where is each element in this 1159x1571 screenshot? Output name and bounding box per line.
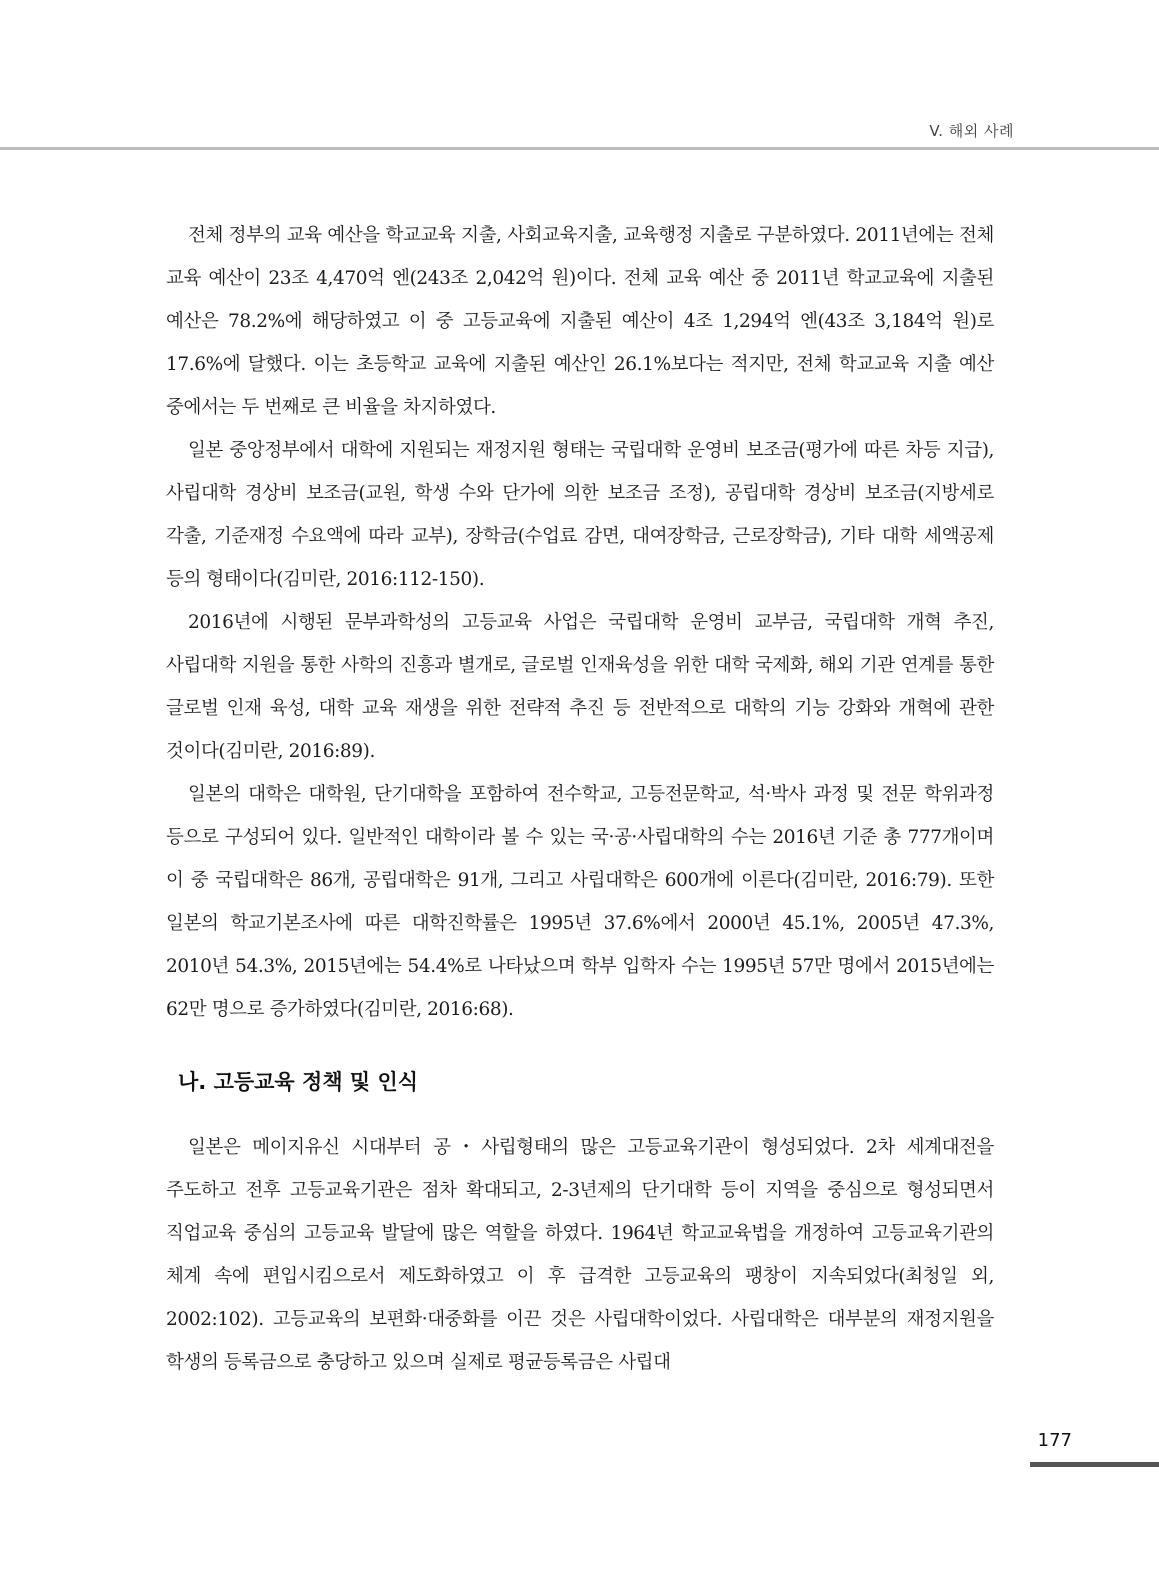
body-text bbox=[166, 214, 994, 1384]
section-heading: 나. 고등교육 정책 및 인식 bbox=[178, 1070, 419, 1094]
header-rule bbox=[0, 147, 1159, 150]
running-header: V. 해외 사례 bbox=[929, 122, 1014, 140]
paragraph-education-budget: 전체 정부의 교육 예산을 학교교육 지출, 사회교육지출, 교육행정 지출로 구분하였다. 2011년에는 전체 교육 예산이 23조 4,470억 엔(243조 2,042억 원)이다. 전체 교육 예산 중 2011년 학교교육에 지출된 예산은 78.2%에 해당하였고 이 중 고등교육에 지출된 예산이 4조 1,294억 엔(43조 3,184억 원)로 17.6%에 달했다. 이는 초등학교 교육에 지출된 예산인 26.1%보다는 적지만, 전체 학교교육 지출 예산 중에서는 두 번째로 큰 비율을 차지하였다. bbox=[166, 225, 994, 418]
paragraph-higher-education-history: 일본은 메이지유신 시대부터 공・사립형태의 많은 고등교육기관이 형성되었다. 2차 세계대전을 주도하고 전후 고등교육기관은 점차 확대되고, 2-3년제의 단기대학 등이 지역을 중심으로 형성되면서 직업교육 중심의 고등교육 발달에 많은 역할을 하였다. 1964년 학교교육법을 개정하여 고등교육기관의 체계 속에 편입시킴으로서 제도화하였고 이 후 급격한 고등교육의 팽창이 지속되었다(최청일 외, 2002:102). 고등교육의 보편화·대중화를 이끈 것은 사립대학이었다. 사립대학은 대부분의 재정지원을 학생의 등록금으로 충당하고 있으며 실제로 평균등록금은 사립대 bbox=[166, 1137, 994, 1373]
paragraph-mext-projects: 2016년에 시행된 문부과학성의 고등교육 사업은 국립대학 운영비 교부금, 국립대학 개혁 추진, 사립대학 지원을 통한 사학의 진흥과 별개로, 글로벌 인재육성을 위한 대학 국제화, 해외 기관 연계를 통한 글로벌 인재 육성, 대학 교육 재생을 위한 전략적 추진 등 전반적으로 대학의 기능 강화와 개혁에 관한 것이다(김미란, 2016:89). bbox=[166, 612, 994, 762]
page-number: 177 bbox=[1037, 1430, 1072, 1451]
paragraph-university-composition: 일본의 대학은 대학원, 단기대학을 포함하여 전수학교, 고등전문학교, 석·박사 과정 및 전문 학위과정 등으로 구성되어 있다. 일반적인 대학이라 볼 수 있는 국·공·사립대학의 수는 2016년 기준 총 777개이며 이 중 국립대학은 86개, 공립대학은 91개, 그리고 사립대학은 600개에 이른다(김미란, 2016:79). 또한 일본의 학교기본조사에 따른 대학진학률은 1995년 37.6%에서 2000년 45.1%, 2005년 47.3%, 2010년 54.3%, 2015년에는 54.4%로 나타났으며 학부 입학자 수는 1995년 57만 명에서 2015년에는 62만 명으로 증가하였다(김미란, 2016:68). bbox=[166, 784, 994, 1020]
paragraph-financial-support: 일본 중앙정부에서 대학에 지원되는 재정지원 형태는 국립대학 운영비 보조금(평가에 따른 차등 지급), 사립대학 경상비 보조금(교원, 학생 수와 단가에 의한 보조금 조정), 공립대학 경상비 보조금(지방세로 각출, 기준재정 수요액에 따라 교부), 장학금(수업료 감면, 대여장학금, 근로장학금), 기타 대학 세액공제 등의 형태이다(김미란, 2016:112-150). bbox=[166, 440, 994, 590]
footer-bar bbox=[1030, 1462, 1159, 1467]
